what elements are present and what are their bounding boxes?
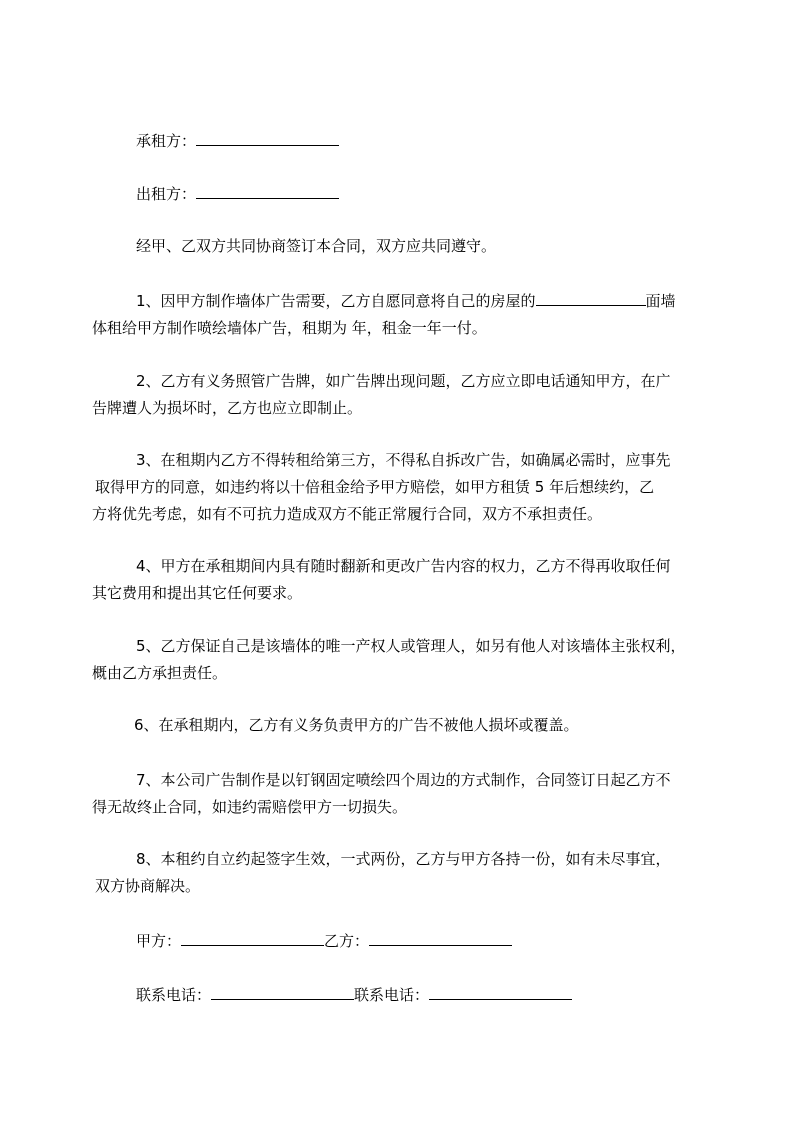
wall-blank bbox=[536, 288, 646, 306]
signature-parties-line bbox=[136, 928, 756, 955]
clause-3-row-1: 3、在租期内乙方不得转租给第三方，不得私自拆改广告，如确属必需时，应事先 bbox=[136, 451, 671, 469]
clause-1 bbox=[92, 288, 712, 342]
clause-6 bbox=[92, 712, 712, 739]
clause-4-row-2: 其它费用和提出其它任何要求。 bbox=[92, 584, 303, 602]
clause-7 bbox=[92, 767, 712, 821]
phone-b-blank bbox=[429, 982, 572, 1000]
clause-1-row-1 bbox=[92, 288, 712, 315]
clause-8-row-1: 8、本租约自立约起签字生效，一式两份，乙方与甲方各持一份，如有未尽事宜， bbox=[136, 850, 671, 868]
signature-phone-line bbox=[136, 982, 756, 1009]
clause-8-row-2: 双方协商解决。 bbox=[95, 877, 201, 895]
phone-label-b: 联系电话： bbox=[354, 986, 430, 1004]
clause-1-text-a: 1、因甲方制作墙体广告需要，乙方自愿同意将自己的房屋的 bbox=[136, 292, 536, 310]
intro-sentence: 经甲、乙双方共同协商签订本合同，双方应共同遵守。 bbox=[136, 237, 497, 255]
party-a-blank bbox=[181, 928, 324, 946]
clause-2-row-1: 2、乙方有义务照管广告牌，如广告牌出现问题，乙方应立即电话通知甲方，在广 bbox=[136, 372, 671, 390]
lessee-blank bbox=[196, 128, 339, 146]
clause-4 bbox=[92, 553, 712, 607]
clause-5-row-2: 概由乙方承担责任。 bbox=[92, 664, 228, 682]
clause-4-row-1: 4、甲方在承租期间内具有随时翻新和更改广告内容的权力，乙方不得再收取任何 bbox=[136, 557, 671, 575]
clause-2 bbox=[92, 368, 712, 422]
clause-5 bbox=[92, 633, 712, 687]
clause-6-row-1: 6、在承租期内，乙方有义务负责甲方的广告不被他人损坏或覆盖。 bbox=[134, 716, 579, 734]
lessee-line bbox=[136, 128, 756, 155]
clause-1-row-2: 体租给甲方制作喷绘墙体广告，租期为 年，租金一年一付。 bbox=[92, 319, 487, 337]
clause-2-row-2: 告牌遭人为损坏时，乙方也应立即制止。 bbox=[92, 399, 363, 417]
intro-text bbox=[136, 233, 756, 260]
clause-8 bbox=[92, 846, 712, 900]
clause-5-row-1: 5、乙方保证自己是该墙体的唯一产权人或管理人，如另有他人对该墙体主张权利， bbox=[136, 637, 686, 655]
clause-1-text-b: 面墙 bbox=[645, 292, 676, 310]
party-b-blank bbox=[369, 928, 512, 946]
phone-a-blank bbox=[211, 982, 354, 1000]
lessor-label: 出租方： bbox=[136, 185, 197, 203]
lessee-label: 承租方： bbox=[136, 132, 197, 150]
clause-3-row-2: 取得甲方的同意，如违约将以十倍租金给予甲方赔偿，如甲方租赁 5 年后想续约，乙 bbox=[95, 478, 655, 496]
phone-label-a: 联系电话： bbox=[136, 986, 212, 1004]
clause-7-row-2: 得无故终止合同，如违约需赔偿甲方一切损失。 bbox=[92, 798, 408, 816]
party-b-label: 乙方： bbox=[324, 932, 370, 950]
clause-3-row-3: 方将优先考虑，如有不可抗力造成双方不能正常履行合同，双方不承担责任。 bbox=[92, 505, 603, 523]
lessor-line bbox=[136, 181, 756, 208]
clause-7-row-1: 7、本公司广告制作是以钉钢固定喷绘四个周边的方式制作，合同签订日起乙方不 bbox=[136, 771, 671, 789]
party-a-label: 甲方： bbox=[136, 932, 182, 950]
lessor-blank bbox=[196, 181, 339, 199]
clause-3 bbox=[92, 447, 712, 528]
